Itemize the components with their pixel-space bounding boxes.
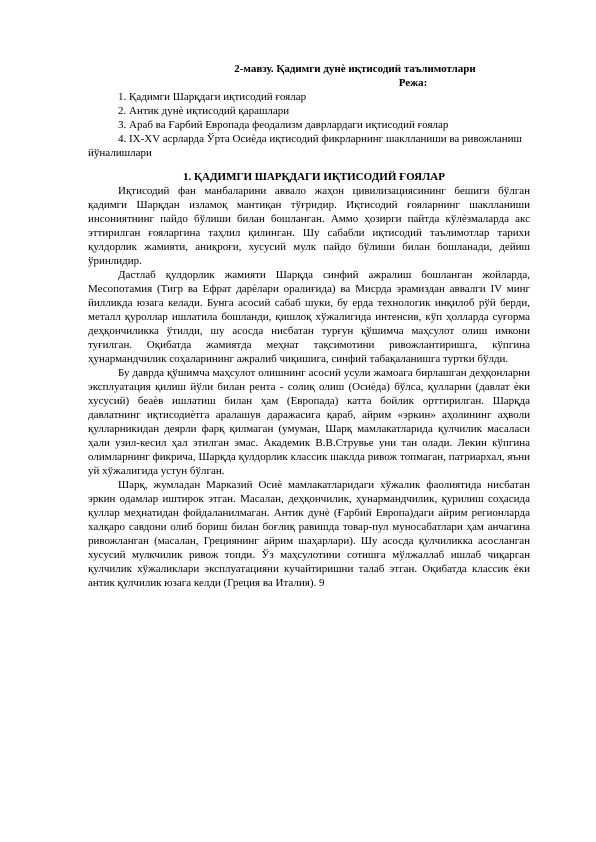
section-heading: 1. ҚАДИМГИ ШАРҚДАГИ ИҚТИСОДИЙ ҒОЯЛАР xyxy=(183,171,445,183)
paragraph: Дастлаб қулдорлик жамияти Шарқда синфий ажралиш бошланган жойларда, Месопотамия (Тигр ва Ефрат дарѐлари оралиғида) ва Мисрда эрамиздан аввалги IV минг йилликда юзага келади. Бунга асосий сабаб шуки, бу ерда технологик инқилоб рўй берди, металл қуроллар ишлатила бошланди, қишлоқ хўжалигида интенсив, кўп ҳолларда суғорма деҳқончиликка ўтилди, шу асосда нисбатан турғун қўшимча маҳсулот олиш имкони туғилган. Оқибатда жамиятда меҳнат тақсимотини ривожлантиришга, кўпгина ҳунармандчилик соҳаларининг ажралиб чиқишига, синфий табақаланишга туртки бўлди. xyxy=(88,269,530,365)
plan-heading: Режа: xyxy=(398,77,428,89)
paragraph: Шарқ, жумладан Марказий Осиѐ мамлакатларидаги хўжалик фаолиятида нисбатан эркин одамлар иштирок этган. Масалан, деҳқончилик, ҳунармандчилик, қурилиш соҳасида қуллар меҳнатидан фойдаланилмаган. Антик дунѐ (Ғарбий Европа)даги айрим регионларда халқаро савдони олиб бориш билан боғлиқ равишда товар-пул муносабатлари ҳам анчагина ривожланган (масалан, Грециянинг айрим шаҳарлари). Шу асосда қулчиликка асосланган хусусий мулкчилик ривож топди. Ўз маҳсулотини сотишга мўлжаллаб ишлаб чиқарган қулчилик хўжаликлари эксплуатацияни кучайтиришни талаб этган. Оқибатда классик ѐки антик қулчилик юзага келди (Греция ва Италия). 9 xyxy=(88,479,530,589)
plan-item: 3. Араб ва Ғарбий Европада феодализм даврлардаги иқтисодий ғоялар xyxy=(118,119,449,131)
paragraph: Иқтисодий фан манбаларини аввало жаҳон цивилизациясининг бешиги бўлган қадимги Шарқдан изламоқ мантиқан тўғридир. Иқтисодий ғояларнинг шаклланиши инсониятнинг пайдо бўлиши билан бошланган. Аммо ҳозирги пайтда кўлѐзмаларда акс эттирилган ғояларгина таҳлил қилинган. Шу сабабли иқтисодий таълимотлар тарихи қулдорлик жамияти, аниқроғи, хусусий мулк пайдо бўлиши билан бошланади, дейиш ўринлидир. xyxy=(88,185,530,267)
plan-item: 1. Қадимги Шарқдаги иқтисодий ғоялар xyxy=(118,91,307,103)
paragraph: Бу даврда қўшимча маҳсулот олишнинг асосий усули жамоага бирлашган деҳқонларни эксплуатация қилиш йўли билан рента - солиқ олиш (Осиѐда) бўлса, қулларни (давлат ѐки хусусий) беаѐв ишлатиш билан ҳам (Европада) катта бойлик орттирилган. Шарқда давлатнинг иқтисодиѐтга аралашув даражасига қараб, айрим «эркин» аҳолининг аҳволи қулларникидан деярли фарқ қилмаган (умуман, Шарқ мамлакатларида қулчилик масаласи ҳали узил-кесил ҳал этилган эмас. Академик В.В.Струвье уни тан олади. Лекин кўпгина олимларнинг фикрича, Шарқда қулдорлик классик шаклда ривож топмаган, патриархал, яъни уй хўжалигида устун бўлган. xyxy=(88,367,530,477)
page-title: 2-мавзу. Қадимги дунѐ иқтисодий таълимотлари xyxy=(234,63,476,75)
document-page xyxy=(88,62,530,590)
plan-item: 4. IX-XV асрларда Ўрта Осиѐда иқтисодий фикрларнинг шаклланиши ва ривожланиш йўналишлари xyxy=(88,133,523,159)
plan-item: 2. Антик дунѐ иқтисодий қарашлари xyxy=(118,105,290,117)
